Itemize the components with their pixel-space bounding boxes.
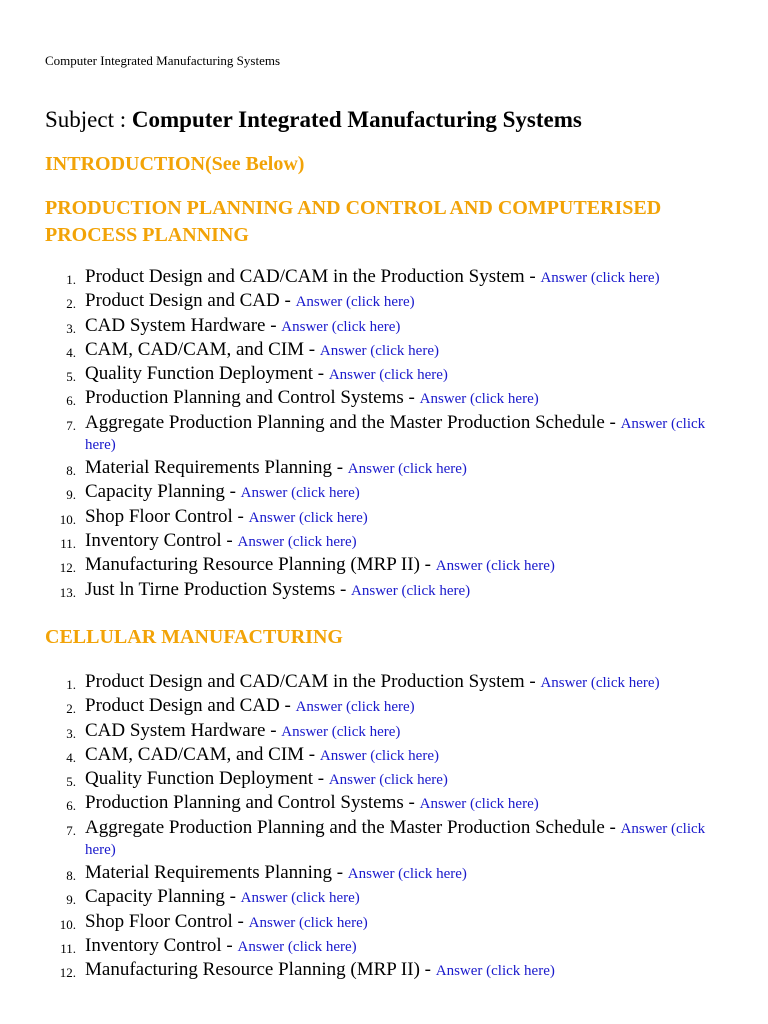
list-item-title: Inventory Control - <box>85 529 238 551</box>
page-title <box>45 106 582 134</box>
answer-link[interactable]: Answer (click here) <box>347 461 467 478</box>
answer-link[interactable]: Answer (click here) <box>435 558 555 575</box>
list-item-title: Material Requirements Planning - <box>85 862 348 884</box>
answer-link[interactable]: Answer (click here) <box>281 723 401 740</box>
list-item-number: 1. <box>66 677 76 692</box>
list1-item <box>45 267 725 288</box>
list-item-number: 12. <box>59 965 76 981</box>
list-item-number: 1. <box>66 272 76 287</box>
answer-link[interactable]: Answer (click here) <box>85 820 706 858</box>
list-item-title: Production Planning and Control Systems - <box>85 792 420 814</box>
list-item-number: 2. <box>66 701 76 717</box>
list1-item <box>45 291 725 312</box>
running-head: Computer Integrated Manufacturing Systems <box>45 53 281 68</box>
question-list-cellular-manufacturing <box>45 672 725 985</box>
list-item-title: Product Design and CAD - <box>85 695 296 717</box>
list-item-number: 10. <box>59 511 76 527</box>
answer-link[interactable]: Answer (click here) <box>240 890 360 907</box>
list-item-title: Aggregate Production Planning and the Master Production Schedule - <box>85 411 621 433</box>
list-item-number: 3. <box>66 725 76 741</box>
list1-item <box>45 458 725 479</box>
list-item-number: 10. <box>59 916 76 932</box>
list-item-title: Capacity Planning - <box>85 481 241 503</box>
list1-item <box>45 482 725 503</box>
list1-item <box>45 507 725 528</box>
answer-link[interactable]: Answer (click here) <box>319 747 439 764</box>
list-item-number: 5. <box>66 369 76 385</box>
answer-link[interactable]: Answer (click here) <box>281 318 401 335</box>
answer-link[interactable]: Answer (click here) <box>328 772 448 789</box>
answer-link[interactable]: Answer (click here) <box>435 963 555 980</box>
list-item-title: Shop Floor Control - <box>85 910 249 932</box>
list1-item <box>45 580 725 601</box>
list1-item <box>45 316 725 337</box>
list1-item <box>45 413 725 455</box>
list2-item <box>45 912 725 933</box>
list-item-number: 13. <box>59 584 76 600</box>
list1-item <box>45 555 725 576</box>
section-heading-production-planning: PRODUCTION PLANNING AND CONTROL AND COMPUTERISED PROCESS PLANNING <box>45 197 662 246</box>
list-item-number: 6. <box>66 393 76 409</box>
list-item-title: CAD System Hardware - <box>85 719 282 741</box>
list-item-title: Quality Function Deployment - <box>85 363 329 385</box>
list-item-title: CAM, CAD/CAM, and CIM - <box>85 338 320 360</box>
answer-link[interactable]: Answer (click here) <box>295 699 415 716</box>
list-item-title: Material Requirements Planning - <box>85 457 348 479</box>
list-item-title: Shop Floor Control - <box>85 505 249 527</box>
list-item-number: 9. <box>66 892 76 908</box>
answer-link[interactable]: Answer (click here) <box>540 675 660 691</box>
list-item-number: 9. <box>66 487 76 503</box>
list2-item <box>45 721 725 742</box>
list-item-number: 4. <box>66 749 76 765</box>
answer-link[interactable]: Answer (click here) <box>237 533 357 550</box>
answer-link[interactable]: Answer (click here) <box>319 342 439 359</box>
answer-link[interactable]: Answer (click here) <box>237 938 357 955</box>
list-item-title: Product Design and CAD - <box>85 290 296 312</box>
list2-item <box>45 960 725 981</box>
list2-item <box>45 793 725 814</box>
list-item-title: Product Design and CAD/CAM in the Production System - <box>85 671 541 692</box>
list2-item <box>45 769 725 790</box>
list2-item <box>45 863 725 884</box>
list2-item <box>45 745 725 766</box>
list1-item <box>45 364 725 385</box>
list-item-title: Inventory Control - <box>85 934 238 956</box>
section-heading-introduction: INTRODUCTION(See Below) <box>45 153 305 175</box>
answer-link[interactable]: Answer (click here) <box>248 509 368 526</box>
list1-item <box>45 531 725 552</box>
answer-link[interactable]: Answer (click here) <box>248 914 368 931</box>
list1-item <box>45 388 725 409</box>
answer-link[interactable]: Answer (click here) <box>295 294 415 311</box>
subject-prefix: Subject : <box>45 107 132 132</box>
list-item-title: CAD System Hardware - <box>85 314 282 336</box>
answer-link[interactable]: Answer (click here) <box>240 485 360 502</box>
list-item-title: CAM, CAD/CAM, and CIM - <box>85 743 320 765</box>
list2-item <box>45 887 725 908</box>
answer-link[interactable]: Answer (click here) <box>328 367 448 384</box>
list-item-number: 8. <box>66 868 76 884</box>
list-item-title: Manufacturing Resource Planning (MRP II) - <box>85 959 436 981</box>
list2-item <box>45 696 725 717</box>
answer-link[interactable]: Answer (click here) <box>347 866 467 883</box>
list-item-title: Quality Function Deployment - <box>85 768 329 790</box>
list-item-number: 11. <box>60 940 76 956</box>
section-heading-cellular-manufacturing: CELLULAR MANUFACTURING <box>45 626 343 648</box>
answer-link[interactable]: Answer (click here) <box>419 796 539 813</box>
list1-item <box>45 340 725 361</box>
list-item-number: 4. <box>66 344 76 360</box>
list-item-title: Production Planning and Control Systems - <box>85 387 420 409</box>
list-item-title: Manufacturing Resource Planning (MRP II) - <box>85 554 436 576</box>
list-item-number: 7. <box>66 822 76 838</box>
list-item-number: 12. <box>59 560 76 576</box>
answer-link[interactable]: Answer (click here) <box>351 582 471 599</box>
list-item-title: Capacity Planning - <box>85 886 241 908</box>
list-item-number: 7. <box>66 417 76 433</box>
list2-item <box>45 672 725 693</box>
answer-link[interactable]: Answer (click here) <box>540 270 660 286</box>
list-item-title: Aggregate Production Planning and the Master Production Schedule - <box>85 816 621 838</box>
list2-item <box>45 936 725 957</box>
list-item-number: 11. <box>60 535 76 551</box>
list-item-number: 3. <box>66 320 76 336</box>
answer-link[interactable]: Answer (click here) <box>419 391 539 408</box>
list-item-title: Product Design and CAD/CAM in the Production System - <box>85 266 541 287</box>
list2-item <box>45 818 725 860</box>
list-item-number: 2. <box>66 296 76 312</box>
list-item-number: 5. <box>66 774 76 790</box>
list-item-number: 6. <box>66 798 76 814</box>
list-item-number: 8. <box>66 463 76 479</box>
question-list-production-planning <box>45 267 725 604</box>
list-item-title: Just ln Tirne Production Systems - <box>85 578 352 600</box>
answer-link[interactable]: Answer (click here) <box>85 415 706 453</box>
subject-title: Computer Integrated Manufacturing Systems <box>131 107 582 132</box>
